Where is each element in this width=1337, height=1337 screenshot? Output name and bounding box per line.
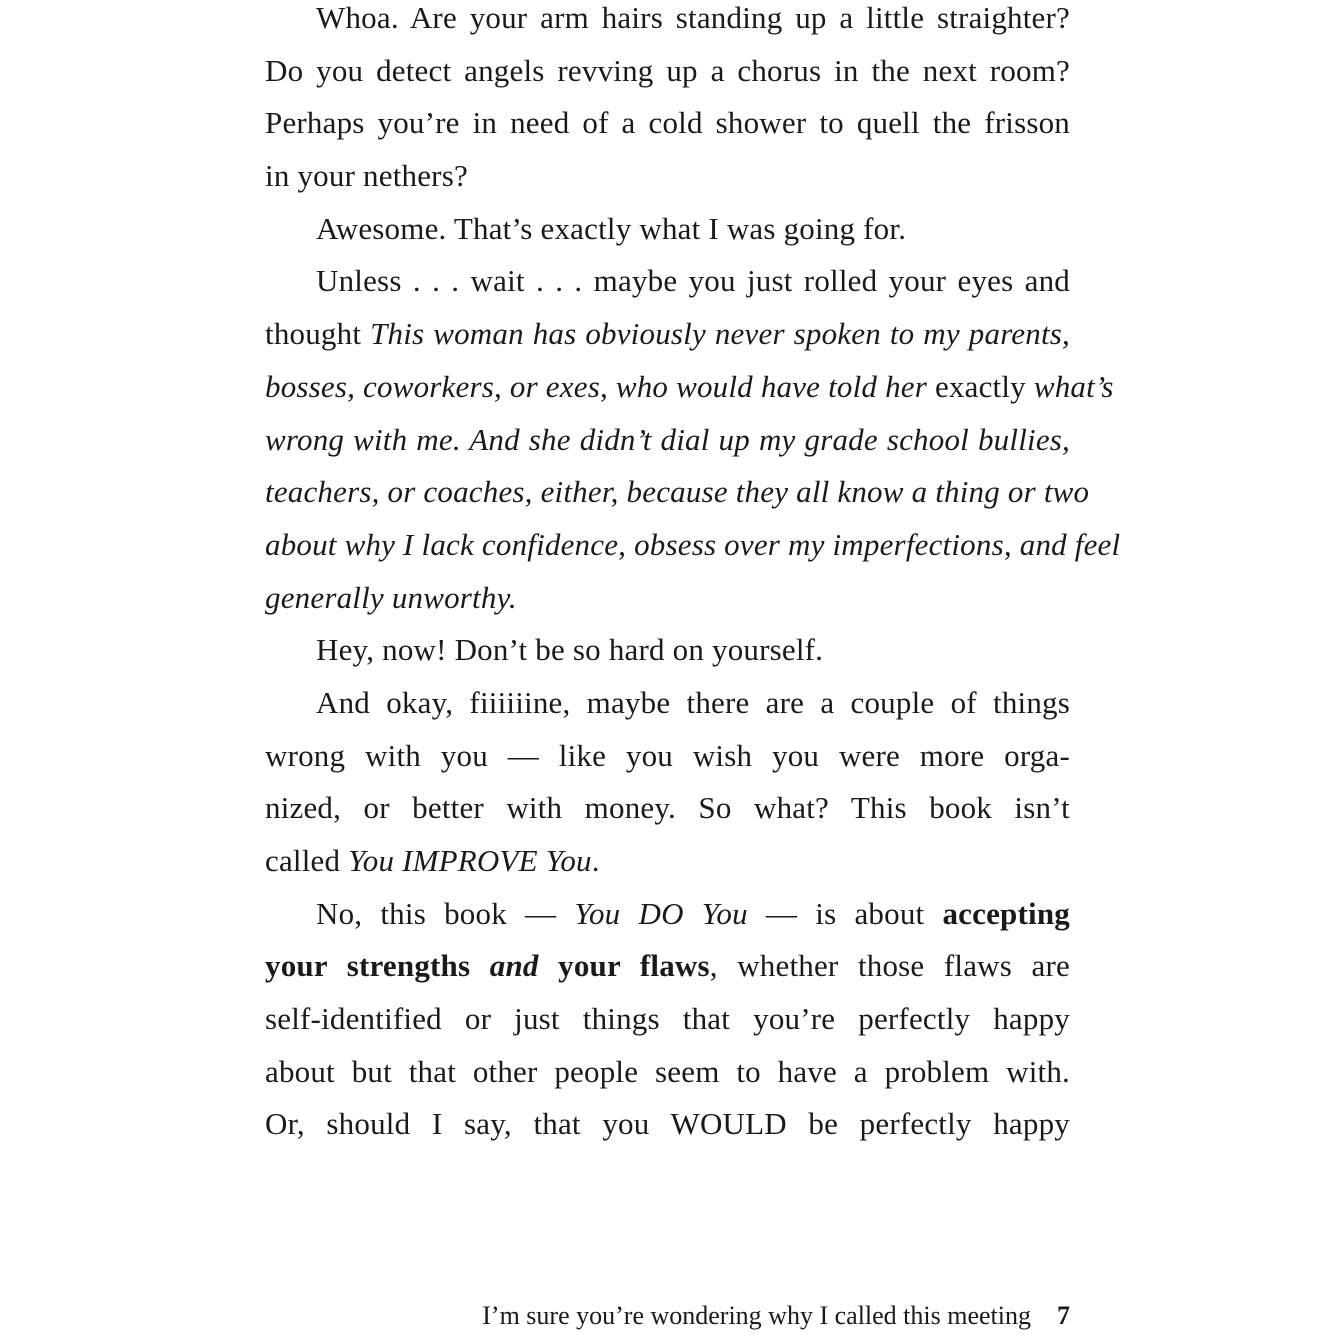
- text-line: No, this book — You DO You — is about accepting: [316, 895, 1070, 931]
- text-line: Perhaps you’re in need of a cold shower to quell the frisson: [265, 105, 1070, 141]
- text-line: Whoa. Are your arm hairs standing up a little straighter?: [316, 0, 1070, 35]
- text-line: about but that other people seem to have a problem with.: [265, 1053, 1070, 1089]
- text-line: generally unworthy.: [265, 579, 517, 615]
- text-line: Unless . . . wait . . . maybe you just rolled your eyes and: [316, 263, 1070, 299]
- body-text: [265, 0, 1121, 1151]
- text-line: in your nethers?: [265, 158, 468, 194]
- text-line: Hey, now! Don’t be so hard on yourself.: [316, 632, 824, 668]
- text-line: your strengths and your flaws, whether those flaws are: [265, 948, 1070, 984]
- page-number: 7: [1057, 1301, 1070, 1330]
- text-line: Or, should I say, that you WOULD be perfectly happy: [265, 1106, 1070, 1142]
- text-line: teachers, or coaches, either, because they all know a thing or two: [265, 474, 1090, 510]
- text-line: Awesome. That’s exactly what I was going for.: [316, 210, 907, 246]
- page-footer: [0, 1296, 1070, 1336]
- running-head: I’m sure you’re wondering why I called this meeting: [482, 1301, 1031, 1330]
- text-line: wrong with you — like you wish you were more orga-: [265, 737, 1070, 773]
- text-line: called You IMPROVE You.: [265, 843, 600, 878]
- text-line: wrong with me. And she didn’t dial up my grade school bullies,: [265, 421, 1070, 457]
- text-line: And okay, fiiiiiine, maybe there are a couple of things: [316, 684, 1070, 720]
- text-line: self-identified or just things that you’re perfectly happy: [265, 1001, 1070, 1037]
- text-line: bosses, coworkers, or exes, who would have told her exactly what’s: [265, 368, 1114, 404]
- text-line: thought This woman has obviously never spoken to my parents,: [265, 316, 1070, 352]
- text-line: nized, or better with money. So what? This book isn’t: [265, 790, 1070, 826]
- text-line: Do you detect angels revving up a chorus in the next room?: [265, 52, 1070, 88]
- text-line: about why I lack confidence, obsess over my imperfections, and feel: [265, 526, 1121, 562]
